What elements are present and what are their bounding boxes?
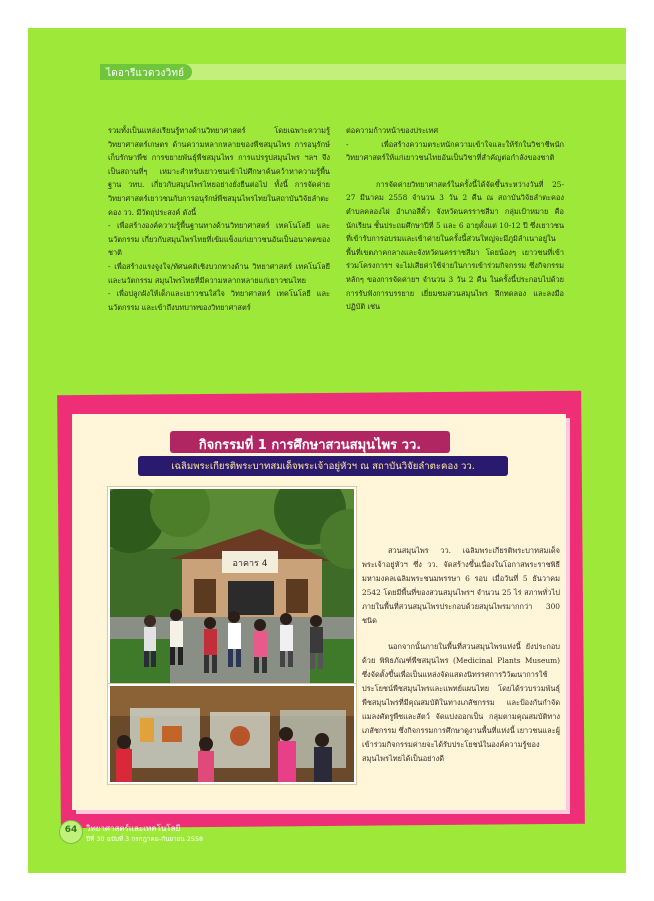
- right-text-column: [346, 124, 564, 314]
- objective-item: - เพื่อสร้างองค์ความรู้พื้นฐานทางด้านวิทยาศาสตร์ เทคโนโลยี และนวัตกรรม เกี่ยวกับสมุนไพรไทยที่เข้มแข็งแก่เยาวชนอันเป็นอนาคตของชาติ: [108, 221, 330, 258]
- paragraph: ต่อความก้าวหน้าของประเทศ: [346, 126, 439, 135]
- activity-text: [362, 544, 560, 766]
- section-title: ไดอารีแวดวงวิทย์: [106, 68, 185, 79]
- magazine-page: [28, 28, 626, 873]
- building-sign: อาคาร 4: [232, 559, 268, 569]
- objective-item: - เพื่อปลูกฝังให้เด็กและเยาวชนใส่ใจ วิทยาศาสตร์ เทคโนโลยี และนวัตกรรม และเข้าถึงบทบาทของวิทยาศาสตร์: [108, 289, 330, 312]
- page-number: 64: [64, 825, 78, 835]
- herb-garden-building-photo: [108, 487, 356, 687]
- photo-illustration: [110, 686, 354, 782]
- paragraph: การจัดค่ายวิทยาศาสตร์ในครั้งนี้ได้จัดขึ้นระหว่างวันที่ 25-27 มีนาคม 2558 จำนวน 3 วัน 2 คืน ณ สถาบันวิจัยลำตะคอง ตำบลคลองไผ่ อำเภอสีคิ้ว จังหวัดนครราชสีมา กลุ่มเป้าหมาย คือ นักเรียน ชั้นประถมศึกษาปีที่ 5 และ 6 อายุตั้งแต่ 10-12 ปี ซึ่งเยาวชนที่เข้ารับการอบรมและเข้าค่ายในครั้งนี้ส่วนใหญ่จะมีภูมิลำเนาอยู่ในพื้นที่เขตภาคกลางและจังหวัดนครราชสีมา โดยน้องๆ เยาวชนที่เข้าร่วมโครงการฯ จะไม่เสียค่าใช้จ่ายในการเข้าร่วมกิจกรรม ซึ่งกิจกรรมหลักๆ ของการจัดค่ายฯ จำนวน 3 วัน 2 คืน ในครั้งนี้ประกอบไปด้วย การรับฟังการบรรยาย เยี่ยมชมสวนสมุนไพร ฝึกทดลอง และลงมือปฏิบัติ เช่น: [346, 179, 564, 312]
- issue-info: ปีที่ 30 ฉบับที่ 3 กรกฎาคม-กันยายน 2558: [86, 835, 204, 843]
- paragraph: นอกจากนั้นภายในพื้นที่สวนสมุนไพรแห่งนี้ ยังประกอบด้วย พิพิธภัณฑ์พืชสมุนไพร (Medicinal Plants Museum) ซึ่งจัดตั้งขึ้นเพื่อเป็นแหล่งจัดแสดงนิทรรศการวิวัฒนาการใช้ประโยชน์พืชสมุนไพรและแพทย์แผนไทย โดยได้รวบรวมพันธุ์พืชสมุนไพรที่มีคุณสมบัติในทางเภสัชกรรม และป้องกันกำจัดแมลงศัตรูพืชและสัตว์ จัดแบ่งออกเป็น กลุ่มตามคุณสมบัติทางเภสัชกรรม ซึ่งกิจกรรมการศึกษาดูงานพื้นที่แห่งนี้ เยาวชนและผู้เข้าร่วมกิจกรรมค่ายจะได้รับประโยชน์ในองค์ความรู้ของสมุนไพรไทยได้เป็นอย่างดี: [362, 642, 560, 763]
- magazine-title: วิทยาศาสตร์และเทคโนโลยี: [86, 824, 181, 833]
- paragraph: รวมทั้งเป็นแหล่งเรียนรู้ทางด้านวิทยาศาสตร์ โดยเฉพาะความรู้วิทยาศาสตร์เกษตร ด้านความหลากหลายของพืชสมุนไพร การอนุรักษ์ เก็บรักษาพืช การขยายพันธุ์พืชสมุนไพร การแปรรูปสมุนไพร ฯลฯ จึงเป็นสถานที่ๆ เหมาะสำหรับเยาวชนเข้าไปศึกษาค้นคว้าหาความรู้พื้นฐาน วทบ. เกี่ยวกับสมุนไพรไทยอย่างยั่งยืนต่อไป ทั้งนี้ การจัดค่าย วิทยาศาสตร์เยาวชนกับการอนุรักษ์พืชสมุนไพรไทยในสถาบันวิจัยลำตะคอง วว. มีวัตถุประสงค์ ดังนี้: [108, 126, 330, 217]
- photo-illustration: [110, 489, 354, 685]
- objective-item: - เพื่อสร้างแรงจูงใจ/ทัศนคติเชิงบวกทางด้าน วิทยาศาสตร์ เทคโนโลยี และนวัตกรรม สมุนไพรไทยที่มีความหลากหลายแก่เยาวชนไทย: [108, 261, 330, 285]
- left-text-column: [108, 124, 330, 314]
- museum-exhibit-photo: [108, 684, 356, 784]
- objective-item: - เพื่อสร้างความตระหนักความเข้าใจและให้รักในวิชาชีพนักวิทยาศาสตร์ให้แก่เยาวชนไทยอันเป็นวิชาที่สำคัญต่อกำลังของชาติ: [346, 139, 564, 163]
- activity-subtitle: เฉลิมพระเกียรติพระบาทสมเด็จพระเจ้าอยู่หัวฯ ณ สถาบันวิจัยลำตะคอง วว.: [171, 461, 475, 472]
- activity-title: กิจกรรมที่ 1 การศึกษาสวนสมุนไพร วว.: [198, 438, 422, 453]
- paragraph: สวนสมุนไพร วว. เฉลิมพระเกียรติพระบาทสมเด็จพระเจ้าอยู่หัวฯ ซึ่ง วว. จัดสร้างขึ้นเนื่องในโอกาสพระราชพิธีมหามงคลเฉลิมพระชนมพรรษา 6 รอบ เมื่อวันที่ 5 ธันวาคม 2542 โดยมีพื้นที่ของสวนสมุนไพรฯ จำนวน 25 ไร่ สภาพทั่วไปภายในพื้นที่สวนสมุนไพรประกอบด้วยสมุนไพรมากกว่า 300 ชนิด: [362, 546, 560, 625]
